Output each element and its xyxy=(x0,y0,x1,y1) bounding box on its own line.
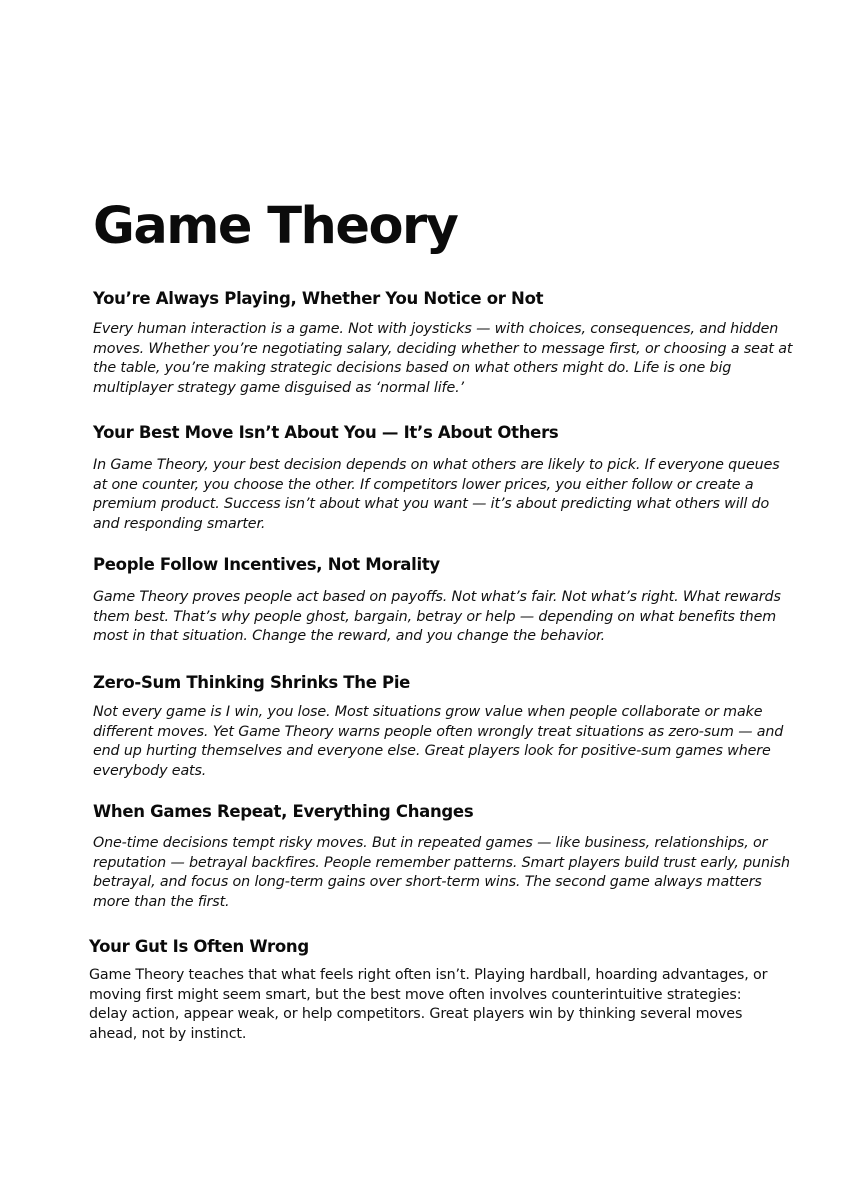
section-zero-sum xyxy=(93,672,793,781)
page-title: Game Theory xyxy=(93,197,458,256)
section-games-repeat xyxy=(93,801,793,912)
section-body: One-time decisions tempt risky moves. But in repeated games — like business, relationships, or reputation — betrayal backfires. People remember patterns. Smart players build trust early, punish betrayal, and focus on long-term gains over short-term wins. The second game always matters more than the first. xyxy=(93,835,790,910)
section-body: Game Theory proves people act based on payoffs. Not what’s fair. Not what’s right. What rewards them best. That’s why people ghost, bargain, betray or help — depending on what benefits them most in that situation. Change the reward, and you change the behavior. xyxy=(93,589,781,644)
section-incentives xyxy=(93,554,793,647)
section-always-playing xyxy=(93,288,793,398)
section-body: Every human interaction is a game. Not with joysticks — with choices, consequences, and hidden moves. Whether you’re negotiating salary, deciding whether to message first, or choosing a seat at the table, you’re making strategic decisions based on what others might do. Life is one big multiplayer strategy game disguised as ‘normal life.’ xyxy=(93,321,793,396)
section-heading: When Games Repeat, Everything Changes xyxy=(93,802,474,821)
section-body: In Game Theory, your best decision depends on what others are likely to pick. If everyone queues at one counter, you choose the other. If competitors lower prices, you either follow or create a premium product. Success isn’t about what you want — it’s about predicting what others will do and responding smarter. xyxy=(93,457,780,532)
section-heading: People Follow Incentives, Not Morality xyxy=(93,555,440,574)
section-best-move xyxy=(93,422,793,534)
section-gut-wrong xyxy=(89,936,779,1044)
section-heading: Your Gut Is Often Wrong xyxy=(89,937,309,956)
section-heading: Zero-Sum Thinking Shrinks The Pie xyxy=(93,673,411,692)
section-body: Game Theory teaches that what feels right often isn’t. Playing hardball, hoarding advantages, or moving first might seem smart, but the best move often involves counterintuitive strategies: delay action, appear weak, or help competitors. Great players win by thinking several moves ahead, not by instinct. xyxy=(89,967,768,1042)
section-heading: Your Best Move Isn’t About You — It’s About Others xyxy=(93,423,559,442)
section-heading: You’re Always Playing, Whether You Notice or Not xyxy=(93,289,544,308)
section-body: Not every game is I win, you lose. Most situations grow value when people collaborate or make different moves. Yet Game Theory warns people often wrongly treat situations as zero-sum — and end up hurting themselves and everyone else. Great players look for positive-sum games where everybody eats. xyxy=(93,704,784,779)
